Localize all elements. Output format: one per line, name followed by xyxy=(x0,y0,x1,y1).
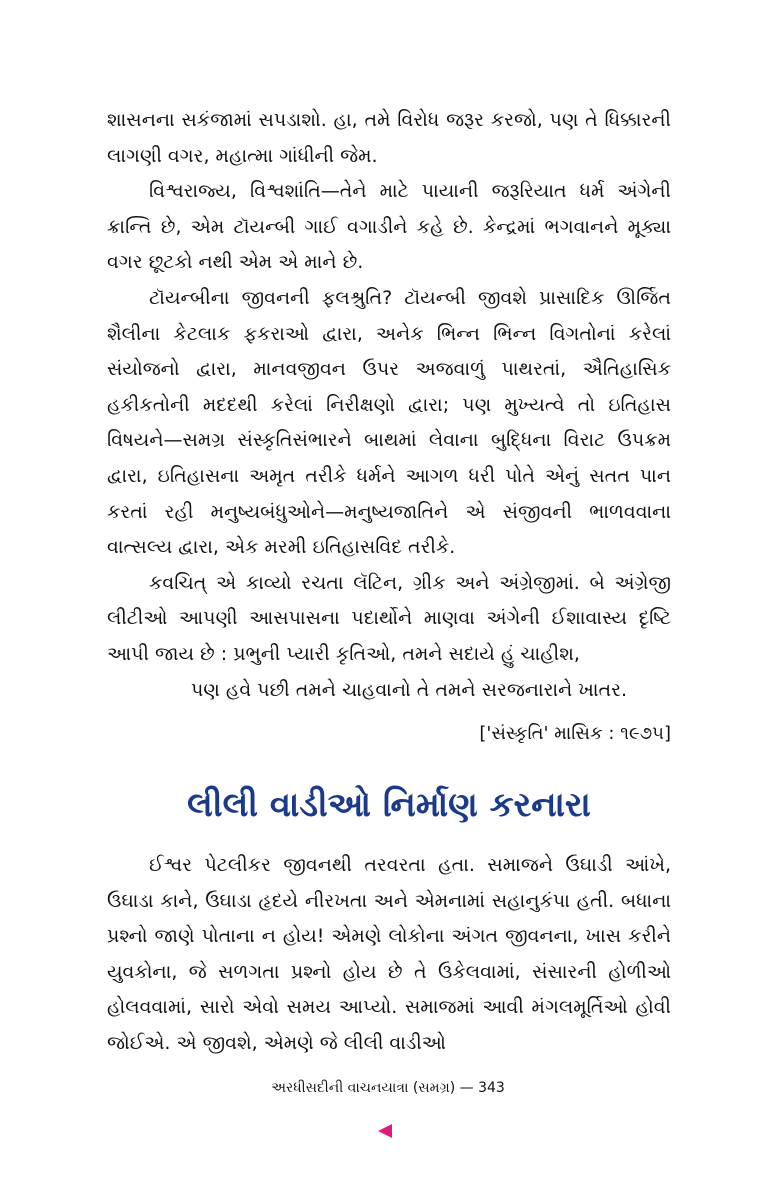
paragraph-3: ટૉયન્બીના જીવનની ફલશ્રુતિ? ટૉયન્બી જીવશે પ્રાસાદિક ઊર્જિત શૈલીના કેટલાક ફકરાઓ દ્વારા, અનેક ભિન્ન ભિન્ન વિગતોનાં કરેલાં સંયોજનો દ્વારા, માનવજીવન ઉપર અજવાળું પાથરતાં, ઐતિહાસિક હકીકતોની મદદથી કરેલાં નિરીક્ષણો દ્વારા; પણ મુખ્યત્વે તો ઇતિહાસ વિષયને—સમગ્ર સંસ્કૃતિસંભારને બાથમાં લેવાના બુદ્ધિના વિરાટ ઉપક્રમ દ્વારા, ઇતિહાસના અમૃત તરીકે ધર્મને આગળ ધરી પોતે એનું સતત પાન કરતાં રહી મનુષ્યબંધુઓને—મનુષ્યજાતિને એ સંજીવની ભાળવવાના વાત્સલ્ય દ્વારા, એક મરમી ઇતિહાસવિદ તરીકે. xyxy=(107,286,671,559)
poem-line: પણ હવે પછી તમને ચાહવાનો તે તમને સરજનારાને ખાતર. xyxy=(190,678,628,701)
previous-page-arrow-icon[interactable] xyxy=(378,1124,392,1138)
source-citation: ['સંસ્કૃતિ' માસિક : ૧૯૭૫] xyxy=(479,723,671,745)
page-footer: અરધીસદીની વાચનયાત્રા (સમગ્ર) — 343 xyxy=(271,1080,505,1096)
section-body xyxy=(107,848,671,1062)
body-text xyxy=(107,103,671,752)
section-paragraph: ઈશ્વર પેટલીકર જીવનથી તરવરતા હતા. સમાજને ઉઘાડી આંખે, ઉઘાડા કાને, ઉઘાડા હૃદયે નીરખતા અને એમનામાં સહાનુકંપા હતી. બધાના પ્રશ્નો જાણે પોતાના ન હોય! એમણે લોકોના અંગત જીવનના, ખાસ કરીને યુવકોના, જે સળગતા પ્રશ્નો હોય છે તે ઉકેલવામાં, સંસારની હોળીઓ હોલવવામાં, સારો એવો સમય આપ્યો. સમાજમાં આવી મંગલમૂર્તિઓ હોવી જોઈએ. એ જીવશે, એમણે જે લીલી વાડીઓ xyxy=(107,854,671,1054)
paragraph-4: કવચિત્ એ કાવ્યો રચતા લૅટિન, ગ્રીક અને અંગ્રેજીમાં. બે અંગ્રેજી લીટીઓ આપણી આસપાસના પદાર્થોને માણવા અંગેની ઈશાવાસ્ય દૃષ્ટિ આપી જાય છે : પ્રભુની પ્યારી કૃતિઓ, તમને સદાયે હું ચાહીશ, xyxy=(107,571,671,665)
paragraph-1: શાસનના સકંજામાં સપડાશો. હા, તમે વિરોધ જરૂર કરજો, પણ તે ધિક્કારની લાગણી વગર, મહાત્મા ગાંધીની જેમ. xyxy=(107,109,671,167)
paragraph-2: વિશ્વરાજ્ય, વિશ્વશાંતિ—તેને માટે પાયાની જરૂરિયાત ધર્મ અંગેની ક્રાન્તિ છે, એમ ટૉયન્બી ગાઈ વગાડીને કહે છે. કેન્દ્રમાં ભગવાનને મૂક્યા વગર છૂટકો નથી એમ એ માને છે. xyxy=(107,180,671,274)
section-heading: લીલી વાડીઓ નિર્માણ કરનારા xyxy=(187,785,591,825)
